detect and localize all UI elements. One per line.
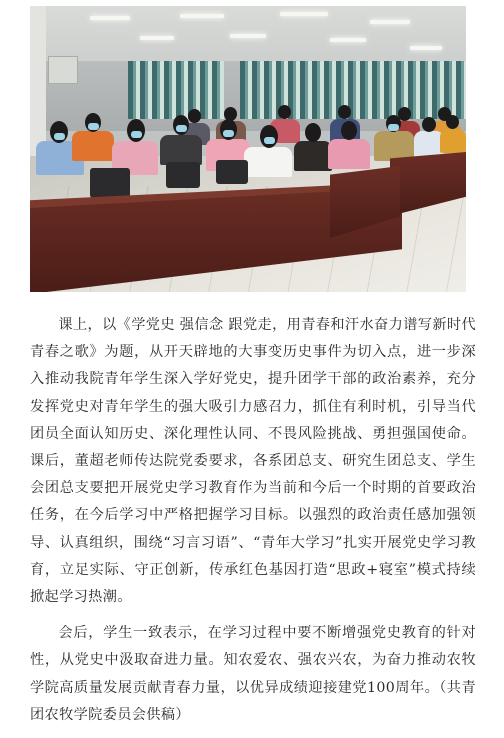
classroom-photo (30, 6, 466, 292)
ceiling-light (180, 14, 224, 18)
article-paragraph: 会后，学生一致表示，在学习过程中要不断增强党史教育的针对性，从党史中汲取奋进力量。知农爱农、强农兴农，为奋力推动农牧学院高质量发展贡献青春力量，以优异成绩迎接建党100周年。（共青团农牧学院委员会供稿） (30, 625, 476, 723)
photo-chair (216, 160, 248, 184)
ceiling-light (330, 38, 366, 42)
ceiling-light (140, 36, 174, 40)
ceiling-light (370, 20, 410, 24)
article-body (30, 312, 476, 738)
photo-chair (90, 168, 130, 198)
ceiling-light (280, 12, 328, 16)
ceiling-light (410, 46, 442, 50)
ceiling-light (230, 34, 266, 38)
photo-wall-board (48, 56, 78, 84)
ceiling-light (90, 16, 130, 20)
article-paragraph: 课上，以《学党史 强信念 跟党走，用青春和汗水奋力谱写新时代青春之歌》为题，从开天辟地的大事变历史事件为切入点，进一步深入推动我院青年学生深入学好党史，提升团学干部的政治素养，充分发挥党史对青年学生的强大吸引力感召力，抓住有利时机，引导当代团员全面认知历史、深化理性认同、不畏风险挑战、勇担强国使命。课后，董超老师传达院党委要求，各系团总支、研究生团总支、学生会团总支要把开展党史学习教育作为当前和今后一个时期的首要政治任务，在今后学习中严格把握学习目标。以强烈的政治责任感加强领导、认真组织，围绕“习言习语”、“青年大学习”扎实开展党史学习教育，立足实际、守正创新，传承红色基因打造“思政+寝室”模式持续掀起学习热潮。 (30, 317, 476, 606)
photo-chair (166, 162, 200, 188)
